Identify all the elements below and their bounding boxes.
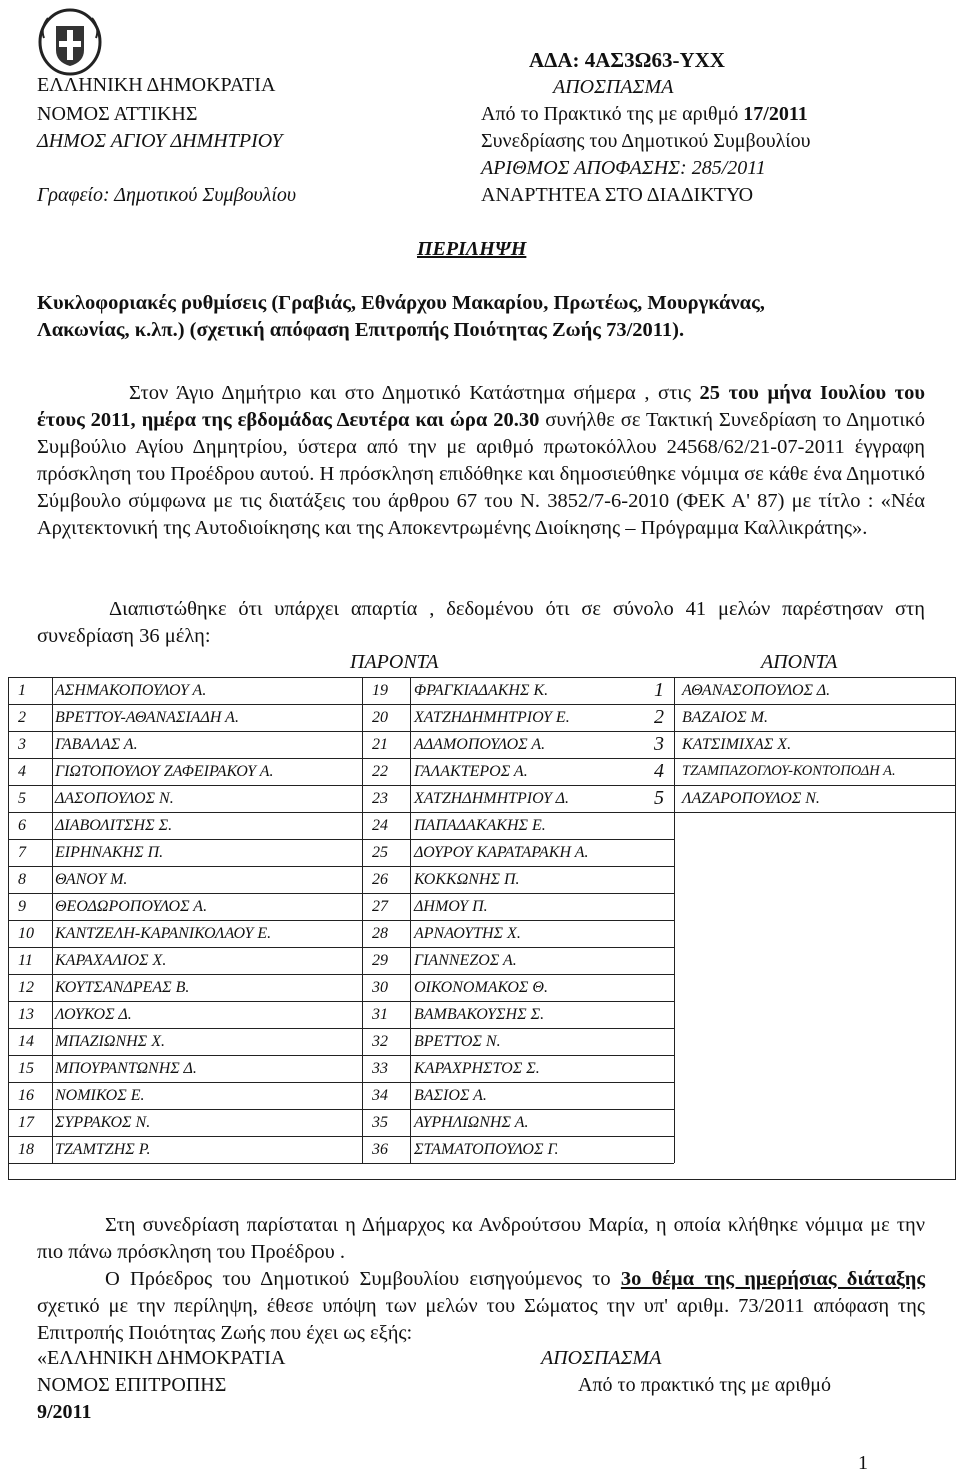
table-row (8, 1082, 956, 1109)
present-number: 12 (18, 979, 34, 996)
present-number: 33 (372, 1060, 388, 1077)
agenda-paragraph-rest: σχετικό με την περίληψη, έθεσε υπόψη των μελών του Σώματος την υπ' αριθμ. 73/2011 απόφαση της Επιτροπής Ποιότητας Ζωής που έχει ως εξής: (37, 1295, 925, 1344)
table-row (8, 758, 956, 785)
present-name: ΑΡΝΑΟΥΤΗΣ Χ. (414, 925, 521, 942)
quote-apospasma: ΑΠΟΣΠΑΣΜΑ (541, 1347, 662, 1369)
present-number: 1 (18, 682, 26, 699)
present-name: ΜΠΑΖΙΩΝΗΣ Χ. (55, 1033, 165, 1050)
present-number: 34 (372, 1087, 388, 1104)
present-name: ΚΑΡΑΧΡΗΣΤΟΣ Σ. (414, 1060, 540, 1077)
header-praktiko (481, 103, 808, 126)
present-number: 19 (372, 682, 388, 699)
table-row (8, 920, 956, 947)
table-row (8, 1136, 956, 1163)
present-name: ΝΟΜΙΚΟΣ Ε. (55, 1087, 145, 1104)
table-row (8, 812, 956, 839)
absent-name: ΒΑΖΑΙΟΣ Μ. (682, 709, 768, 726)
summary-line-1: Κυκλοφοριακές ρυθμίσεις (Γραβιάς, Εθνάρχου Μακαρίου, Πρωτέως, Μουργκάνας, (37, 292, 765, 314)
present-name: ΚΟΥΤΣΑΝΔΡΕΑΣ Β. (55, 979, 190, 996)
session-date: 25 του μήνα Ιουλίου του έτους 2011, ημέρα της εβδομάδας Δευτέρα και ώρα 20.30 (37, 382, 926, 431)
present-name: ΚΟΚΚΩΝΗΣ Π. (414, 871, 520, 888)
present-name: ΘΕΟΔΩΡΟΠΟΥΛΟΣ Α. (55, 898, 208, 915)
present-name: ΓΙΩΤΟΠΟΥΛΟΥ ΖΑΦΕΙΡΑΚΟΥ Α. (55, 763, 274, 780)
present-name: ΧΑΤΖΗΔΗΜΗΤΡΙΟΥ Δ. (414, 790, 570, 807)
absent-name: ΛΑΖΑΡΟΠΟΥΛΟΣ Ν. (682, 790, 820, 807)
table-row (8, 785, 956, 812)
present-number: 5 (18, 790, 26, 807)
agenda-paragraph-start: Ο Πρόεδρος του Δημοτικού Συμβουλίου εισηγούμενος το (105, 1268, 621, 1290)
present-name: ΜΠΟΥΡΑΝΤΩΝΗΣ Δ. (55, 1060, 197, 1077)
present-number: 24 (372, 817, 388, 834)
header-praktiko-num: 17/2011 (743, 103, 808, 125)
summary-line-2: Λακωνίας, κ.λπ.) (σχετική απόφαση Επιτροπής Ποιότητας Ζωής 73/2011). (37, 319, 685, 341)
header-ada: ΑΔΑ: 4ΑΣ3Ω63-ΥΧΧ (529, 48, 725, 72)
present-name: ΒΑΜΒΑΚΟΥΣΗΣ Σ. (414, 1006, 545, 1023)
table-row (8, 947, 956, 974)
header-apospasma: ΑΠΟΣΠΑΣΜΑ (553, 76, 674, 98)
present-name: ΔΟΥΡΟΥ ΚΑΡΑΤΑΡΑΚΗ Α. (414, 844, 589, 861)
table-row (8, 839, 956, 866)
header-synedriasi: Συνεδρίασης του Δημοτικού Συμβουλίου (481, 130, 811, 152)
table-row (8, 1055, 956, 1082)
present-name: ΦΡΑΓΚΙΑΔΑΚΗΣ Κ. (414, 682, 549, 699)
table-row (8, 1028, 956, 1055)
present-number: 21 (372, 736, 388, 753)
present-number: 25 (372, 844, 388, 861)
present-number: 11 (18, 952, 33, 969)
present-number: 6 (18, 817, 26, 834)
header-municipality: ΔΗΜΟΣ ΑΓΙΟΥ ΔΗΜΗΤΡΙΟΥ (37, 130, 283, 152)
present-number: 22 (372, 763, 388, 780)
absent-name: ΤΖΑΜΠΑΖΟΓΛΟΥ-ΚΟΝΤΟΠΟΔΗ Α. (682, 763, 896, 779)
header-decision-number: ΑΡΙΘΜΟΣ ΑΠΟΦΑΣΗΣ: 285/2011 (481, 157, 766, 179)
quote-republic: «ΕΛΛΗΝΙΚΗ ΔΗΜΟΚΡΑΤΙΑ (37, 1347, 286, 1369)
present-name: ΔΙΑΒΟΛΙΤΣΗΣ Σ. (55, 817, 173, 834)
present-name: ΚΑΡΑΧΑΛΙΟΣ Χ. (55, 952, 167, 969)
page-number: 1 (858, 1452, 868, 1474)
present-number: 32 (372, 1033, 388, 1050)
present-number: 13 (18, 1006, 34, 1023)
present-name: ΔΗΜΟΥ Π. (414, 898, 488, 915)
present-number: 4 (18, 763, 26, 780)
absent-label: ΑΠΟΝΤΑ (761, 651, 838, 673)
present-name: ΒΑΣΙΟΣ Α. (414, 1087, 487, 1104)
present-number: 35 (372, 1114, 388, 1131)
present-number: 16 (18, 1087, 34, 1104)
table-row (8, 1109, 956, 1136)
table-row (8, 677, 956, 704)
absent-name: ΚΑΤΣΙΜΙΧΑΣ Χ. (682, 736, 792, 753)
table-row (8, 1001, 956, 1028)
header-office: Γραφείο: Δημοτικού Συμβουλίου (37, 184, 297, 206)
header-prefecture: ΝΟΜΟΣ ΑΤΤΙΚΗΣ (37, 103, 198, 125)
agenda-paragraph (37, 1266, 925, 1347)
present-name: ΓΙΑΝΝΕΖΟΣ Α. (414, 952, 517, 969)
present-number: 26 (372, 871, 388, 888)
coat-of-arms-emblem (36, 8, 104, 76)
present-name: ΑΥΡΗΛΙΩΝΗΣ Α. (414, 1114, 529, 1131)
present-number: 15 (18, 1060, 34, 1077)
header-republic: ΕΛΛΗΝΙΚΗ ΔΗΜΟΚΡΑΤΙΑ (37, 74, 276, 96)
quorum-paragraph: Διαπιστώθηκε ότι υπάρχει απαρτία , δεδομένου ότι σε σύνολο 41 μελών παρέστησαν στη συνεδρίαση 36 μέλη: (37, 598, 925, 647)
present-number: 20 (372, 709, 388, 726)
table-row (8, 866, 956, 893)
present-number: 10 (18, 925, 34, 942)
quote-number: 9/2011 (37, 1401, 92, 1423)
table-row (8, 893, 956, 920)
present-name: ΚΑΝΤΖΕΛΗ-ΚΑΡΑΝΙΚΟΛΑΟΥ Ε. (55, 925, 272, 942)
present-name: ΤΖΑΜΤΖΗΣ Ρ. (55, 1141, 151, 1158)
present-number: 7 (18, 844, 26, 861)
present-name: ΧΑΤΖΗΔΗΜΗΤΡΙΟΥ Ε. (414, 709, 570, 726)
present-name: ΛΟΥΚΟΣ Δ. (55, 1006, 132, 1023)
absent-number: 5 (654, 787, 664, 809)
table-row (8, 731, 956, 758)
present-number: 31 (372, 1006, 388, 1023)
present-name: ΓΑΛΑΚΤΕΡΟΣ Α. (414, 763, 528, 780)
session-paragraph (37, 380, 925, 542)
summary-title: ΠΕΡΙΛΗΨΗ (417, 238, 527, 260)
absent-name: ΑΘΑΝΑΣΟΠΟΥΛΟΣ Δ. (682, 682, 831, 699)
present-number: 28 (372, 925, 388, 942)
present-number: 23 (372, 790, 388, 807)
present-name: ΘΑΝΟΥ Μ. (55, 871, 128, 888)
present-name: ΟΙΚΟΝΟΜΑΚΟΣ Θ. (414, 979, 548, 996)
present-number: 18 (18, 1141, 34, 1158)
present-number: 29 (372, 952, 388, 969)
absent-number: 3 (654, 733, 664, 755)
quote-committee: ΝΟΜΟΣ ΕΠΙΤΡΟΠΗΣ (37, 1374, 227, 1396)
present-name: ΓΑΒΑΛΑΣ Α. (55, 736, 138, 753)
present-number: 17 (18, 1114, 34, 1131)
present-name: ΣΥΡΡΑΚΟΣ Ν. (55, 1114, 151, 1131)
quote-praktiko: Από το πρακτικό της με αριθμό (578, 1374, 831, 1396)
absent-number: 1 (654, 679, 664, 701)
present-name: ΑΣΗΜΑΚΟΠΟΥΛΟΥ Α. (55, 682, 207, 699)
table-row (8, 704, 956, 731)
present-number: 36 (372, 1141, 388, 1158)
agenda-item: 3ο θέμα της ημερήσιας διάταξης (620, 1268, 925, 1290)
present-number: 30 (372, 979, 388, 996)
session-paragraph-rest: συνήλθε σε Τακτική Συνεδρίαση το Δημοτικό Συμβούλιο Αγίου Δημητρίου, ύστερα από την με αριθμό πρωτοκόλλου 24568/62/21-07-2011 έγγραφη πρόσκληση του Προέδρου αυτού. Η πρόσκληση επιδόθηκε και δημοσιεύθηκε νόμιμα σε κάθε ένα Δημοτικό Σύμβουλο σύμφωνα με τις διατάξεις του άρθρου 67 του Ν. 3852/7-6-2010 (ΦΕΚ Α' 87) με τίτλο : «Νέα Αρχιτεκτονική της Αυτοδιοίκησης και της Αποκεντρωμένης Διοίκησης – Πρόγραμμα Καλλικράτης». (37, 409, 925, 539)
present-number: 27 (372, 898, 388, 915)
present-name: ΕΙΡΗΝΑΚΗΣ Π. (55, 844, 164, 861)
present-name: ΒΡΕΤΤΟΣ Ν. (414, 1033, 501, 1050)
absent-number: 4 (654, 760, 664, 782)
present-name: ΔΑΣΟΠΟΥΛΟΣ Ν. (55, 790, 174, 807)
present-label: ΠΑΡΟΝΤΑ (350, 651, 439, 673)
present-number: 3 (18, 736, 26, 753)
present-number: 2 (18, 709, 26, 726)
present-number: 9 (18, 898, 26, 915)
present-number: 8 (18, 871, 26, 888)
present-name: ΠΑΠΑΔΑΚΑΚΗΣ Ε. (414, 817, 546, 834)
mayor-paragraph: Στη συνεδρίαση παρίσταται η Δήμαρχος κα Ανδρούτσου Μαρία, η οποία κλήθηκε νόμιμα με την πιο πάνω πρόσκληση του Προέδρου . (37, 1214, 925, 1263)
present-name: ΣΤΑΜΑΤΟΠΟΥΛΟΣ Γ. (414, 1141, 559, 1158)
header-web-post: ΑΝΑΡΤΗΤΕΑ ΣΤΟ ΔΙΑΔΙΚΤΥΟ (481, 184, 754, 206)
present-name: ΑΔΑΜΟΠΟΥΛΟΣ Α. (414, 736, 546, 753)
present-number: 14 (18, 1033, 34, 1050)
table-row (8, 974, 956, 1001)
present-name: ΒΡΕΤΤΟΥ-ΑΘΑΝΑΣΙΑΔΗ Α. (55, 709, 239, 726)
absent-number: 2 (654, 706, 664, 728)
header-praktiko-prefix: Από το Πρακτικό της με αριθμό (481, 103, 744, 125)
session-paragraph-start: Στον Άγιο Δημήτριο και στο Δημοτικό Κατάστημα σήμερα , στις (129, 382, 700, 404)
